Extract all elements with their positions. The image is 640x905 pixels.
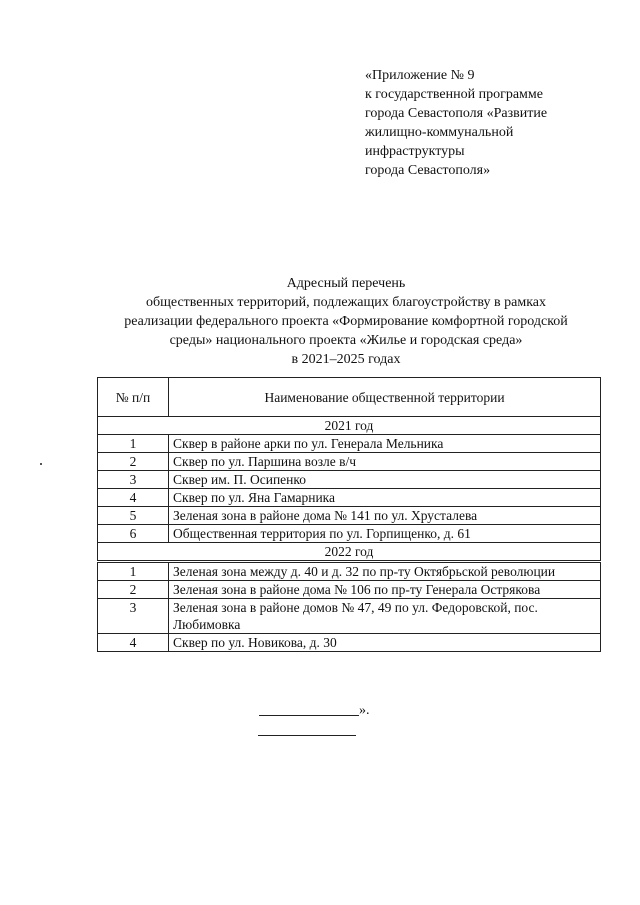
year-row: [98, 543, 601, 562]
row-name: Сквер в районе арки по ул. Генерала Мельника: [169, 435, 601, 453]
table-row: [98, 634, 601, 652]
row-number: 1: [98, 435, 169, 453]
document-title: [96, 274, 596, 369]
closing-line: [259, 703, 370, 719]
title-line: общественных территорий, подлежащих благоустройству в рамках: [145, 295, 547, 310]
row-name: Сквер по ул. Яна Гамарника: [169, 489, 601, 507]
row-number: 5: [98, 507, 169, 525]
row-name: Сквер по ул. Паршина возле в/ч: [169, 453, 601, 471]
row-number: 3: [98, 599, 169, 634]
appendix-line: к государственной программе: [365, 87, 543, 102]
table-row: [98, 489, 601, 507]
year-label: 2022 год: [98, 543, 601, 562]
row-name: Зеленая зона в районе дома № 141 по ул. Хрусталева: [169, 507, 601, 525]
row-number: 1: [98, 562, 169, 581]
title-line: в 2021–2025 годах: [291, 352, 401, 367]
header-number: № п/п: [98, 378, 169, 417]
appendix-header: [365, 66, 547, 180]
table-row: [98, 525, 601, 543]
table-row: [98, 507, 601, 525]
row-name: Сквер им. П. Осипенко: [169, 471, 601, 489]
row-number: 2: [98, 581, 169, 599]
signature-underline: [259, 715, 359, 716]
closing-quote: ».: [359, 703, 370, 718]
title-line: среды» национального проекта «Жилье и городская среда»: [169, 333, 523, 348]
appendix-line: города Севастополя «Развитие: [365, 106, 548, 121]
table-row: [98, 453, 601, 471]
territory-table: [97, 377, 601, 652]
table-row: [98, 471, 601, 489]
row-number: 3: [98, 471, 169, 489]
row-number: 2: [98, 453, 169, 471]
row-name: Зеленая зона в районе домов № 47, 49 по ул. Федоровской, пос. Любимовка: [169, 599, 601, 634]
row-number: 4: [98, 634, 169, 652]
table-header-row: [98, 378, 601, 417]
row-number: 4: [98, 489, 169, 507]
table-row: [98, 435, 601, 453]
header-name: Наименование общественной территории: [169, 378, 601, 417]
scan-speck: [40, 463, 42, 465]
year-row: [98, 417, 601, 435]
title-line: Адресный перечень: [286, 276, 406, 291]
appendix-line: жилищно-коммунальной: [365, 125, 514, 140]
table-row: [98, 599, 601, 634]
table-row: [98, 581, 601, 599]
signature-underline-second: [258, 735, 356, 736]
table-row: [98, 562, 601, 581]
title-line: реализации федерального проекта «Формирование комфортной городской: [124, 314, 568, 329]
row-name: Общественная территория по ул. Горпищенко, д. 61: [169, 525, 601, 543]
row-name: Зеленая зона в районе дома № 106 по пр-ту Генерала Острякова: [169, 581, 601, 599]
year-label: 2021 год: [98, 417, 601, 435]
appendix-line: города Севастополя»: [365, 163, 491, 178]
row-name: Зеленая зона между д. 40 и д. 32 по пр-ту Октябрьской революции: [169, 562, 601, 581]
appendix-line: «Приложение № 9: [365, 68, 475, 83]
row-name: Сквер по ул. Новикова, д. 30: [169, 634, 601, 652]
row-number: 6: [98, 525, 169, 543]
appendix-line: инфраструктуры: [365, 144, 465, 159]
